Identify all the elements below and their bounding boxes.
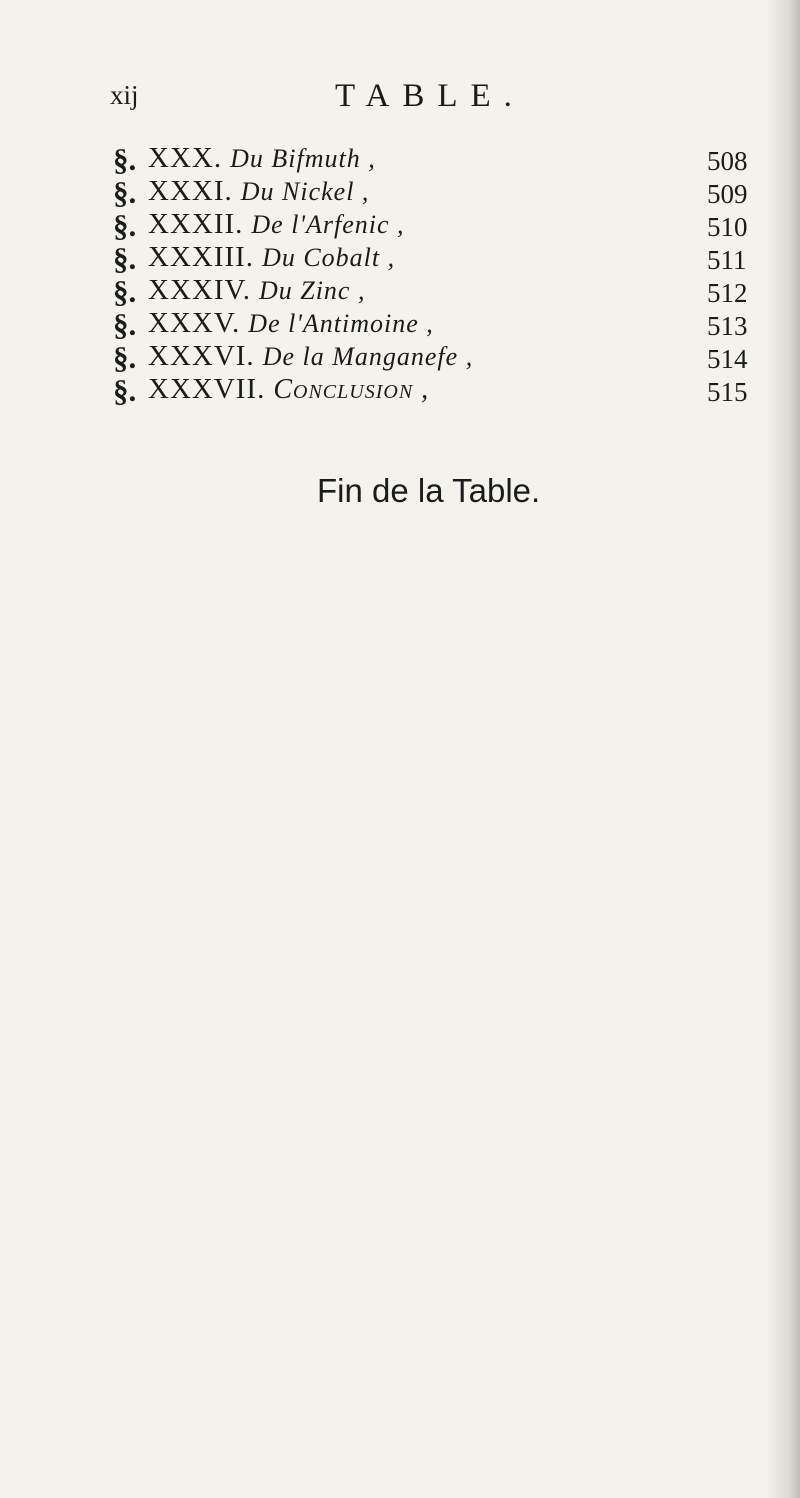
section-mark: §. [113, 241, 137, 276]
section-mark: §. [113, 208, 137, 243]
toc-entry [0, 373, 800, 408]
section-mark: §. [113, 142, 137, 177]
page-reference: 513 [707, 311, 748, 341]
section-mark: §. [113, 175, 137, 210]
page-reference: 508 [707, 146, 748, 176]
page-reference: 509 [707, 179, 748, 209]
page-reference: 512 [707, 278, 748, 308]
page-number: xij [110, 80, 139, 110]
section-title: De l'Arfenic , [251, 210, 405, 239]
section-number: XXXVI. De la Manganefe , [148, 340, 474, 372]
toc-entry [0, 340, 800, 375]
page-reference: 511 [707, 245, 747, 275]
section-title: De la Manganefe , [262, 342, 474, 371]
section-number: XXXV. De l'Antimoine , [148, 307, 434, 339]
page-reference: 514 [707, 344, 748, 374]
section-number: XXXI. Du Nickel , [148, 175, 370, 207]
toc-entry [0, 208, 800, 243]
running-title: TABLE. [335, 78, 525, 114]
section-number: XXX. Du Bifmuth , [148, 142, 376, 174]
section-mark: §. [113, 373, 137, 408]
toc-entry [0, 307, 800, 342]
section-number: XXXII. De l'Arfenic , [148, 208, 405, 240]
section-number: XXXIV. Du Zinc , [148, 274, 366, 306]
section-title: De l'Antimoine , [248, 309, 434, 338]
section-title: Du Nickel , [240, 177, 370, 206]
section-mark: §. [113, 274, 137, 309]
section-title: Du Bifmuth , [230, 144, 376, 173]
toc-entry [0, 142, 800, 177]
section-title: Du Cobalt , [262, 243, 396, 272]
page-header [0, 78, 800, 118]
toc-entry [0, 175, 800, 210]
section-mark: §. [113, 307, 137, 342]
toc-entry [0, 274, 800, 309]
section-title: Conclusion , [273, 374, 430, 405]
section-number: XXXIII. Du Cobalt , [148, 241, 396, 273]
section-mark: §. [113, 340, 137, 375]
end-of-table-note: Fin de la Table. [317, 472, 541, 509]
page-reference: 510 [707, 212, 748, 242]
page-reference: 515 [707, 377, 748, 407]
section-title: Du Zinc , [258, 276, 366, 305]
toc-entry [0, 241, 800, 276]
section-number: XXXVII. Conclusion , [148, 373, 430, 405]
